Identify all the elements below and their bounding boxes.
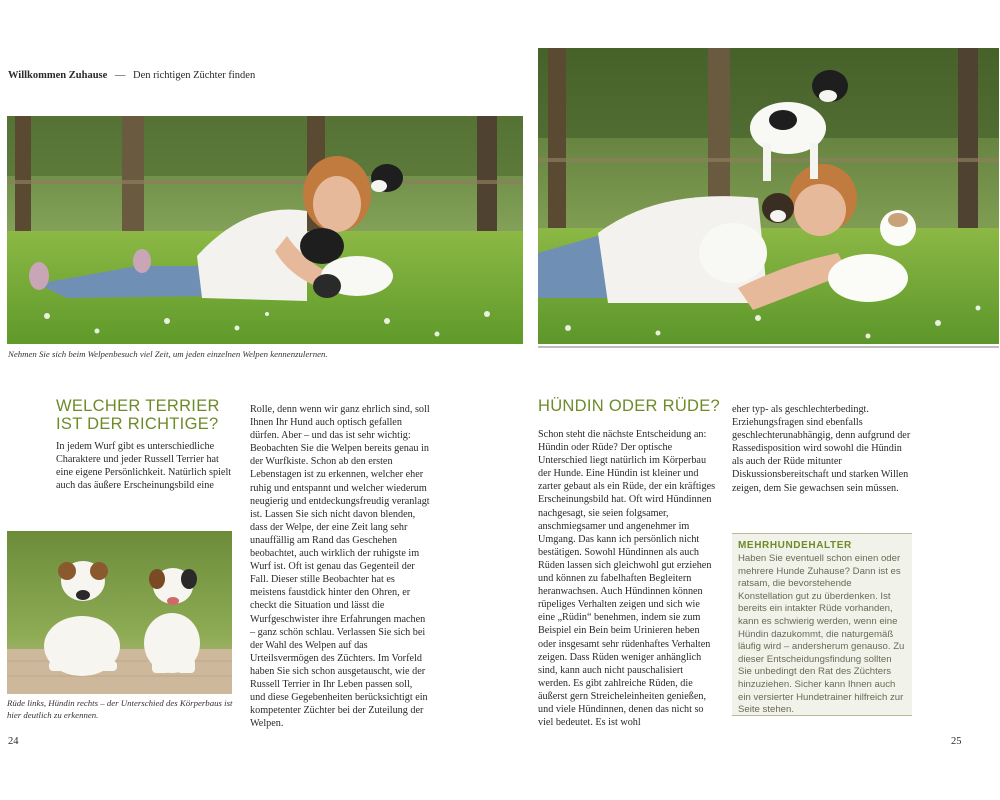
photo-illustration-left (7, 116, 523, 344)
running-head-dash: — (114, 70, 126, 81)
heading-line1: WELCHER TERRIER (56, 397, 220, 415)
page-number-right: 25 (951, 736, 962, 747)
info-box-text: Haben Sie eventuell schon einen oder mehrere Hunde Zuhause? Dann ist es ratsam, die bevorstehende Konstellation gut zu überdenken. Ist bereits ein intakter Rüde vorhanden, kann es schwierig werden, wenn eine Hündin dazukommt, die naturgemäß läufig wird – andersherum genauso. Zu dieser Entscheidungsfindung sollten Sie unbedingt den Rat des Züchters hinzuziehen. Sicher kann Ihnen auch ein versierter Hundetrainer hilfreich zur Seite stehen. (738, 553, 905, 716)
info-box-title: MEHRHUNDEHALTER (738, 540, 852, 551)
page-number-left: 24 (8, 736, 19, 747)
photo-puppies-climbing-right (538, 48, 999, 344)
running-head (8, 70, 255, 81)
photo-illustration-right (538, 48, 999, 344)
divider-rule (538, 346, 999, 348)
photo-caption-top: Nehmen Sie sich beim Welpenbesuch viel Zeit, um jeden einzelnen Welpen kennenzulernen. (8, 349, 328, 359)
left-column2-text: Rolle, denn wenn wir ganz ehrlich sind, soll Ihnen Ihr Hund auch optisch gefallen dürfen. Aber – und das ist sehr wichtig: Beobachten Sie die Welpen bereits genau in der Wurfkiste. Schon ab den ersten Lebenstagen ist zu erkennen, welcher eher ruhig und entspannt und welcher wiederum neugierig und entdeckungsfreudig veranlagt ist. Lassen Sie sich nicht davon blenden, dass der Welpe, der eine Zeit lang sehr unauffällig am Rand das Geschehen beobachtet, auch wirklich der ruhigste im Wurf ist. Oft ist genau das Gegenteil der Fall. Dieser stille Beobachter hat es meistens faustdick hinter den Ohren, er checkt die Situation und lässt die Wurfgeschwister ihre Erfahrungen machen – ganz schön schlau. Verlassen Sie sich bei der Wahl des Welpen auf das Urteilsvermögen des Züchters. Im Vorfeld haben Sie sich schon ausgetauscht, wie der Russell Terrier in Ihr Leben passen soll, und diese Gegebenheiten berücksichtigt ein kompetenter Züchter bei der Zuteilung der Welpen. (250, 404, 430, 730)
heading-welcher-terrier (56, 397, 236, 433)
right-column2-text: eher typ- als geschlechterbedingt. Erziehungsfragen sind ebenfalls geschlechterunabhängig, denn aufgrund der Rassedisposition wird sowohl die Hündin als auch der Rüde mitunter Diskussionsbereitschaft und starken Willen zeigen, dem Sie gewachsen sein müssen. (732, 404, 911, 494)
heading-line2: IST DER RICHTIGE? (56, 415, 219, 433)
running-head-subtitle: Den richtigen Züchter finden (133, 70, 256, 81)
info-box-mehrhundehalter (732, 533, 912, 716)
left-column1-text: In jedem Wurf gibt es unterschiedliche Charaktere und jeder Russell Terrier hat eine eigene Persönlichkeit. Natürlich spielt auch das äußere Erscheinungsbild eine (56, 441, 232, 492)
running-head-title: Willkommen Zuhause (8, 70, 108, 81)
photo-caption-dogs: Rüde links, Hündin rechts – der Unterschied des Körperbaus ist hier deutlich zu erkennen. (7, 698, 233, 720)
right-column1-text: Schon steht die nächste Entscheidung an: Hündin oder Rüde? Der optische Unterschied liegt natürlich im Körperbau der Hunde. Eine Hündin ist kleiner und zarter gebaut als ein Rüde, der ein kräftiges Erscheinungsbild hat. Oft wird Hündinnen nachgesagt, sie seien folgsamer, anschmiegsamer und angenehmer im Umgang. Das kann ich persönlich nicht bestätigen. Sowohl Hündinnen als auch Rüden lassen sich gleichwohl gut erziehen und können zu fabelhaften Begleitern heranwachsen. Auch Hündinnen können rüpeliges Verhalten zeigen und sich wie eine „Rüdin“ benehmen, indem sie zum Beispiel ein Bein beim Urinieren heben oder insgesamt sehr rüdenhaftes Verhalten zeigen. Dass Rüden weniger anhänglich sind, kann auch nicht pauschalisiert werden. Es gibt zahlreiche Rüden, die äußerst gern Streicheleinheiten genießen, und viele Hündinnen, denen das nicht so viel bedeutet. Es ist wohl (538, 429, 716, 729)
photo-woman-with-puppies-left (7, 116, 523, 344)
heading-huendin-oder-ruede: HÜNDIN ODER RÜDE? (538, 397, 721, 415)
photo-illustration-dogs (7, 531, 232, 694)
photo-two-terriers (7, 531, 232, 694)
